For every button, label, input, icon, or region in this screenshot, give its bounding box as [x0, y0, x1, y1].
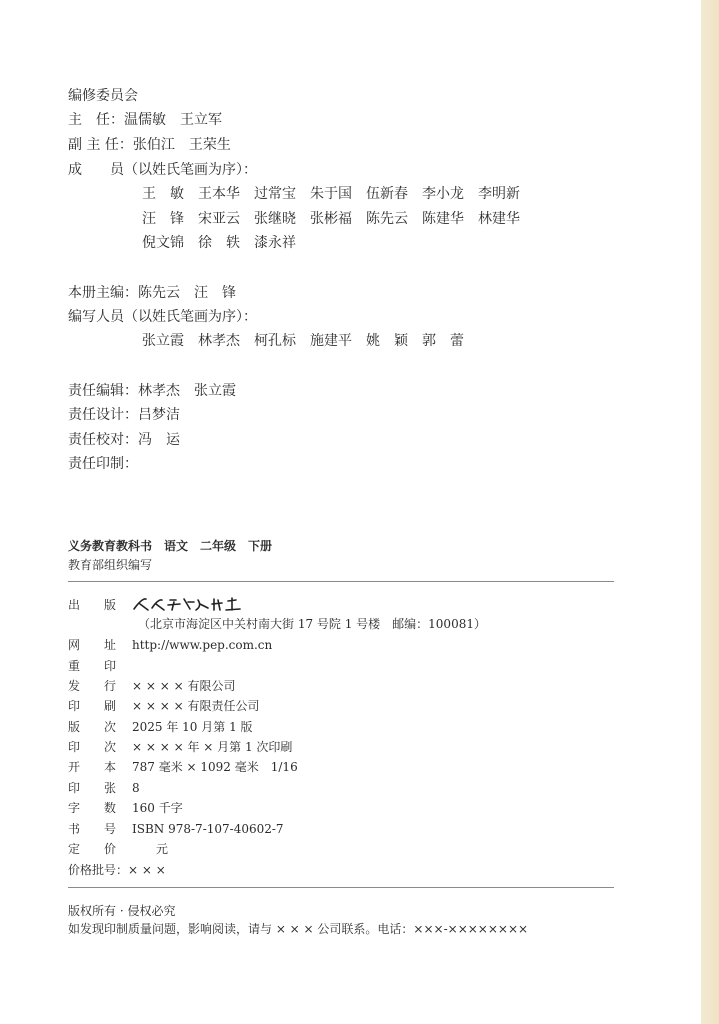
separator-bottom [68, 887, 614, 888]
colophon-label-12: 定 价 [68, 842, 117, 856]
colophon-value-11: ISBN 978-7-107-40602-7 [132, 822, 284, 836]
quality-notice: 如发现印制质量问题，影响阅读，请与 × × × 公司联系。电话：×××-×××××××× [68, 922, 529, 936]
colophon-value-1: （北京市海淀区中关村南大街 17 号院 1 号楼 邮编：100081） [138, 617, 486, 631]
rights-reserved: 版权所有 · 侵权必究 [68, 904, 176, 918]
colophon-value-7: × × × × 年 × 月第 1 次印刷 [132, 740, 293, 754]
colophon-value-8: 787 毫米 × 1092 毫米 1/16 [132, 760, 298, 774]
book-compiler: 教育部组织编写 [68, 558, 153, 572]
responsible-design: 责任设计：吕梦洁 [68, 407, 180, 423]
colophon-label-6: 版 次 [68, 720, 117, 734]
committee-vice-chief: 副 主 任：张伯江 王荣生 [68, 137, 231, 153]
committee-chief: 主 任：温儒敏 王立军 [68, 112, 222, 128]
volume-chief-editor: 本册主编：陈先云 汪 锋 [68, 285, 236, 301]
page-edge-shadow [701, 0, 719, 1024]
colophon-label-10: 字 数 [68, 801, 117, 815]
colophon-label-3: 重 印 [68, 659, 117, 673]
separator-top [68, 581, 614, 582]
colophon-label-9: 印 张 [68, 781, 117, 795]
committee-title: 编修委员会 [68, 88, 138, 104]
colophon-value-4: × × × × 有限公司 [132, 679, 236, 693]
committee-members-label: 成 员（以姓氏笔画为序）： [68, 162, 257, 178]
colophon-label-11: 书 号 [68, 822, 117, 836]
responsible-print: 责任印制： [68, 456, 138, 472]
colophon-label-8: 开 本 [68, 760, 117, 774]
colophon-label-5: 印 刷 [68, 699, 117, 713]
volume-writers: 张立霞 林孝杰 柯孔标 施建平 姚 颖 郭 蕾 [142, 333, 464, 349]
volume-writers-label: 编写人员（以姓氏笔画为序）： [68, 309, 257, 325]
colophon-value-9: 8 [132, 781, 140, 795]
colophon-label-0: 出 版 [68, 598, 117, 612]
colophon-label-4: 发 行 [68, 679, 117, 693]
committee-members-row-2: 汪 锋 宋亚云 张继晓 张彬福 陈先云 陈建华 林建华 [142, 211, 520, 227]
responsible-proofread: 责任校对：冯 运 [68, 432, 180, 448]
book-title: 义务教育教科书 语文 二年级 下册 [68, 539, 273, 553]
colophon-value-6: 2025 年 10 月第 1 版 [132, 720, 253, 734]
colophon-label-7: 印 次 [68, 740, 117, 754]
publisher-logo-calligraphy [132, 596, 244, 612]
colophon-label-13: 价格批号：× × × [68, 863, 166, 877]
committee-members-row-3: 倪文锦 徐 轶 漆永祥 [142, 235, 296, 251]
colophon-value-5: × × × × 有限责任公司 [132, 699, 260, 713]
committee-members-row-1: 王 敏 王本华 过常宝 朱于国 伍新春 李小龙 李明新 [142, 186, 520, 202]
colophon-value-10: 160 千字 [132, 801, 183, 815]
colophon-value-12: 元 [132, 842, 169, 856]
publisher-logo [132, 596, 244, 616]
colophon-label-2: 网 址 [68, 638, 117, 652]
responsible-editor: 责任编辑：林孝杰 张立霞 [68, 383, 236, 399]
colophon-value-2[interactable]: http://www.pep.com.cn [132, 638, 273, 652]
